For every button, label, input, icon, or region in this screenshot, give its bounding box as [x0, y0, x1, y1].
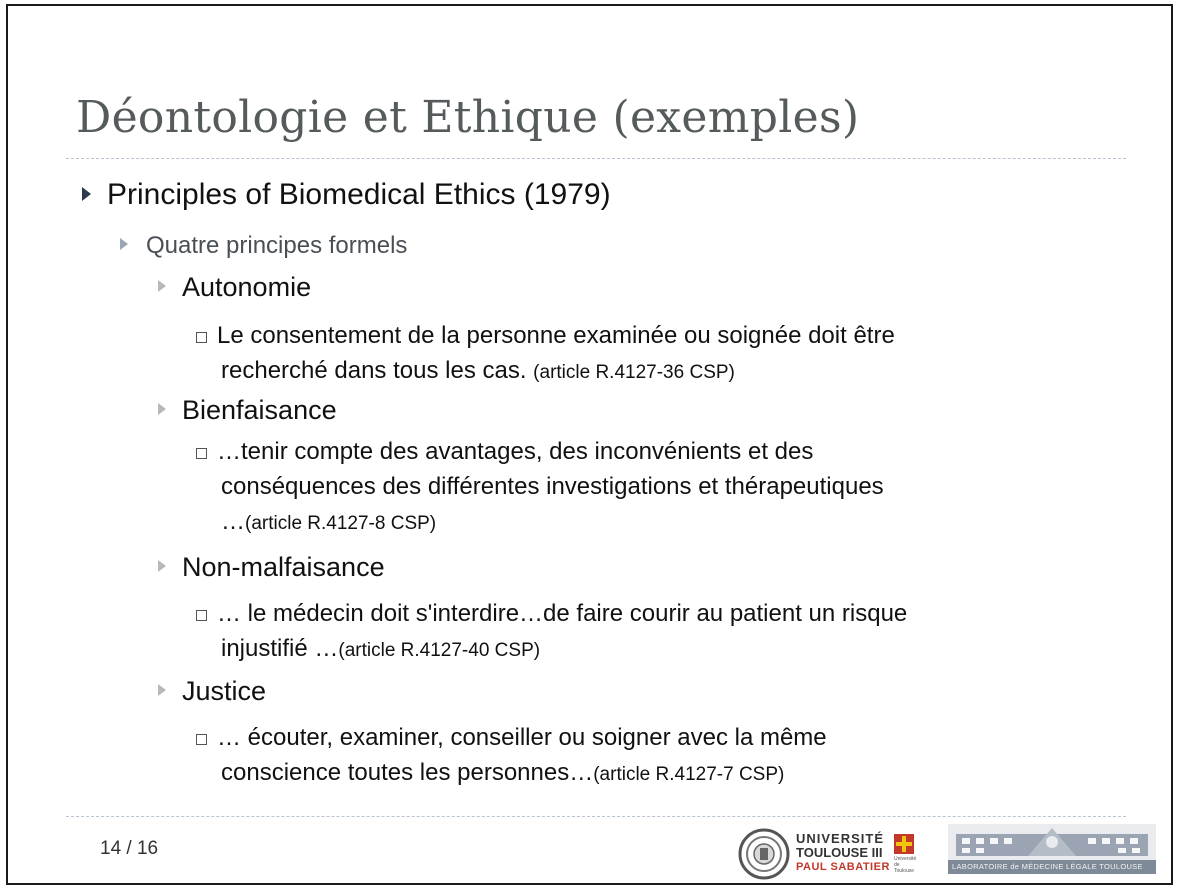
principle-heading — [158, 676, 266, 707]
level1-text: Principles of Biomedical Ethics (1979) — [107, 178, 611, 211]
university-seal-icon — [736, 826, 792, 882]
principle-name: Justice — [182, 676, 267, 706]
toulouse-badge — [894, 834, 920, 874]
slide-title: Déontologie et Ethique (exemples) — [76, 92, 860, 143]
detail-line: recherché dans tous les cas. — [221, 357, 527, 384]
article-reference: (article R.4127-36 CSP) — [533, 362, 735, 383]
laboratory-caption: LABORATOIRE de MÉDECINE LÉGALE TOULOUSE — [952, 862, 1143, 871]
article-reference: (article R.4127-7 CSP) — [593, 764, 785, 785]
detail-line: conscience toutes les personnes… — [221, 759, 594, 786]
principle-heading — [158, 552, 385, 583]
triangle-bullet-icon — [158, 403, 166, 415]
principle-heading — [158, 272, 311, 303]
university-line: TOULOUSE III — [796, 845, 883, 860]
detail-line: …tenir compte des avantages, des inconvénients et des — [217, 438, 814, 465]
principle-detail — [196, 318, 1096, 390]
article-reference: (article R.4127-40 CSP) — [338, 640, 541, 661]
detail-line: Le consentement de la personne examinée ou soignée doit être — [217, 322, 895, 349]
level2-text: Quatre principes formels — [146, 232, 408, 259]
triangle-bullet-icon — [158, 560, 166, 572]
article-reference: (article R.4127-8 CSP) — [245, 513, 437, 534]
triangle-bullet-icon — [120, 238, 128, 250]
principle-detail — [196, 434, 1096, 541]
badge-caption: Université de Toulouse — [894, 856, 917, 874]
square-bullet-icon — [196, 610, 207, 621]
detail-line: injustifié … — [221, 635, 339, 662]
university-logo — [736, 826, 792, 887]
square-bullet-icon — [196, 448, 207, 459]
slide — [6, 4, 1173, 885]
square-bullet-icon — [196, 332, 207, 343]
principle-name: Autonomie — [182, 272, 312, 302]
detail-line: … le médecin doit s'interdire…de faire courir au patient un risque — [217, 600, 908, 627]
cross-badge-icon — [894, 834, 914, 854]
principle-heading — [158, 395, 337, 426]
principle-name: Bienfaisance — [182, 395, 337, 425]
detail-line: … écouter, examiner, conseiller ou soigner avec la même — [217, 724, 827, 751]
laboratory-logo — [948, 824, 1156, 879]
university-name-block — [796, 832, 890, 874]
bullet-level2 — [120, 232, 407, 260]
triangle-bullet-icon — [158, 280, 166, 292]
university-line: PAUL SABATIER — [796, 861, 890, 873]
title-divider — [66, 158, 1126, 159]
principle-detail — [196, 720, 1096, 792]
principle-detail — [196, 596, 1116, 668]
principle-name: Non-malfaisance — [182, 552, 385, 582]
triangle-bullet-icon — [82, 187, 91, 201]
footer-divider — [66, 816, 1126, 817]
page-number: 14 / 16 — [100, 838, 159, 859]
detail-line: … — [221, 508, 245, 535]
square-bullet-icon — [196, 734, 207, 745]
bullet-level1 — [82, 178, 611, 212]
detail-line: conséquences des différentes investigations et thérapeutiques — [221, 473, 884, 500]
triangle-bullet-icon — [158, 684, 166, 696]
university-line: UNIVERSITÉ — [796, 831, 885, 846]
